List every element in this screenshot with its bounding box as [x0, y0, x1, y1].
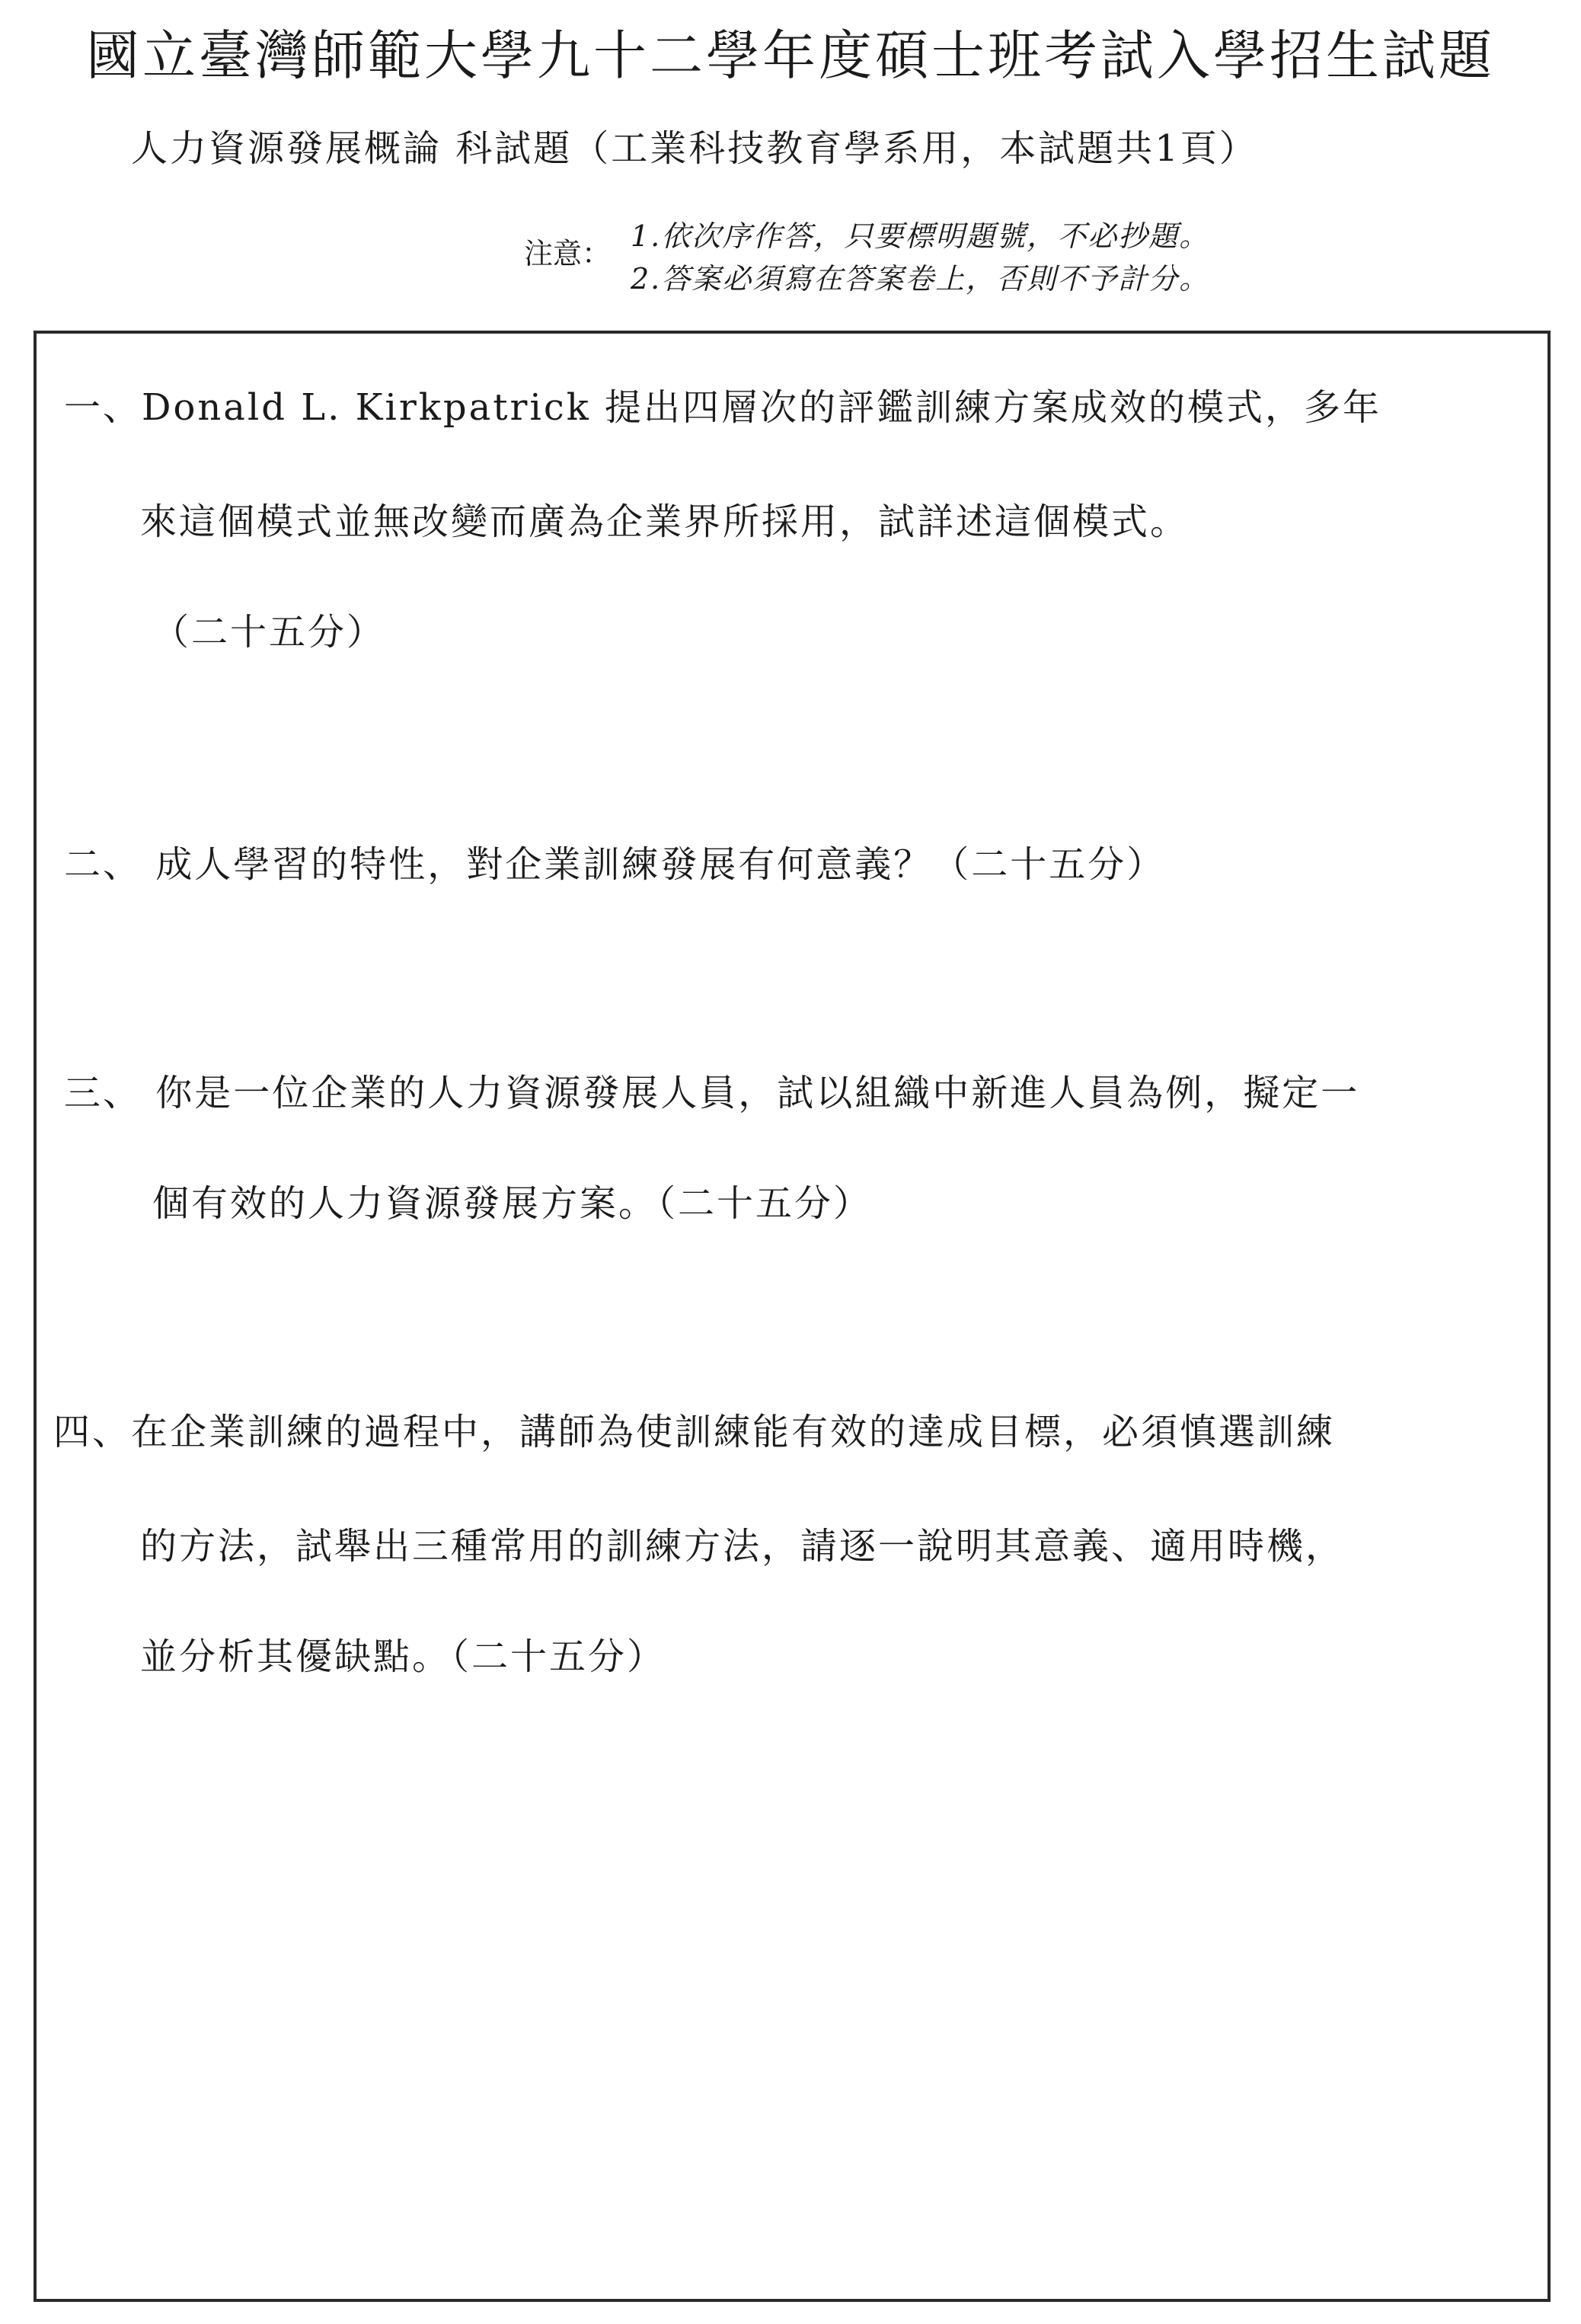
question-4-line-1: 四、在企業訓練的過程中，講師為使訓練能有效的達成目標，必須慎選訓練 [53, 1411, 1336, 1453]
question-1-line-2: 來這個模式並無改變而廣為企業界所採用，試詳述這個模式。 [140, 500, 1190, 543]
question-2-line-1: 二、 成人學習的特性，對企業訓練發展有何意義？（二十五分） [64, 843, 1166, 886]
question-4-line-3: 並分析其優缺點。（二十五分） [140, 1635, 666, 1678]
exam-subtitle: 人力資源發展概論 科試題（工業科技教育學系用，本試題共1頁） [131, 127, 1258, 170]
question-3-line-1: 三、 你是一位企業的人力資源發展人員，試以組織中新進人員為例，擬定一 [64, 1072, 1360, 1114]
note-item-2: 2.答案必須寫在答案卷上，否則不予計分。 [631, 262, 1210, 296]
question-1-line-3: （二十五分） [152, 611, 386, 654]
exam-title: 國立臺灣師範大學九十二學年度碩士班考試入學招生試題 [86, 24, 1495, 87]
question-4-line-2: 的方法，試舉出三種常用的訓練方法，請逐一說明其意義、適用時機， [140, 1525, 1345, 1568]
question-1-line-1: 一、Donald L. Kirkpatrick 提出四層次的評鑑訓練方案成效的模式，多年 [64, 386, 1382, 429]
notes-label: 注意： [524, 237, 612, 270]
notes-list [631, 215, 1209, 300]
question-3-line-2: 個有效的人力資源發展方案。（二十五分） [152, 1182, 873, 1225]
note-item-1: 1.依次序作答，只要標明題號，不必抄題。 [631, 219, 1210, 253]
